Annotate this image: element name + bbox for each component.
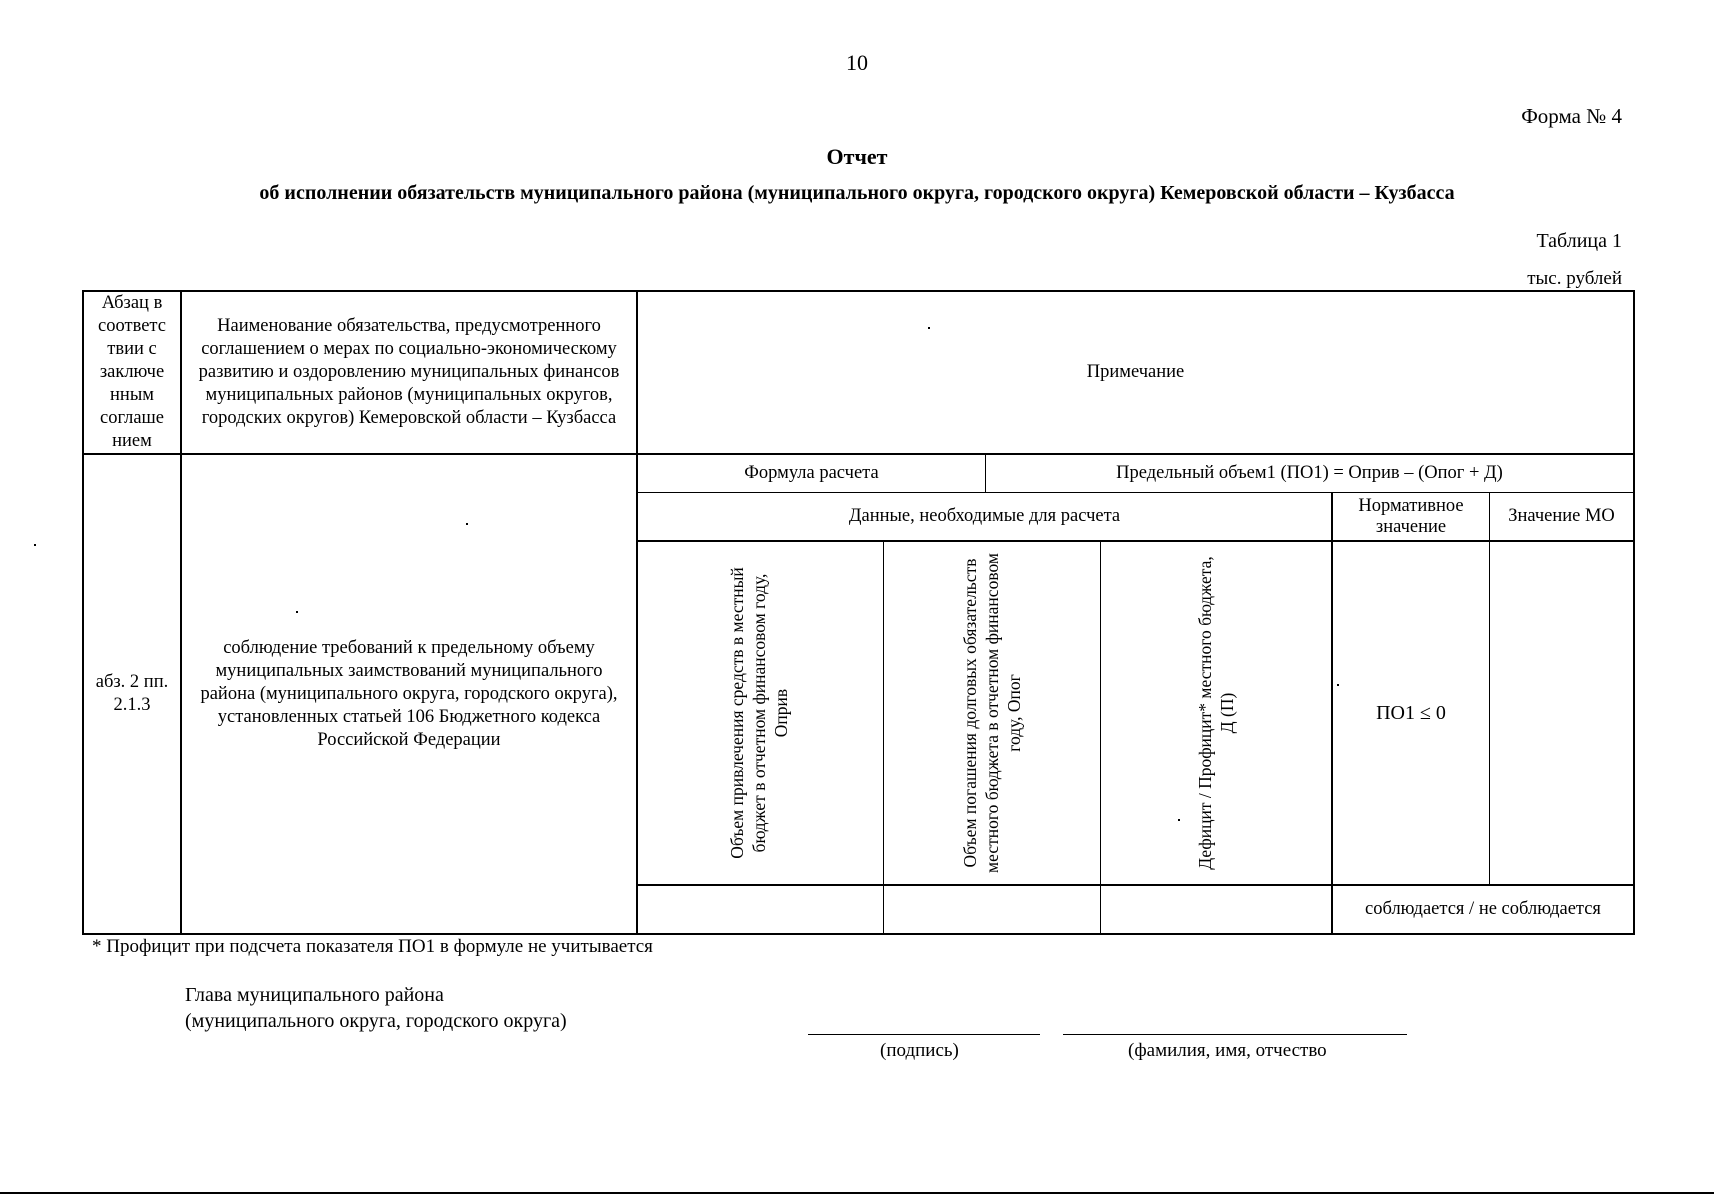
signatory-title-line1: Глава муниципального района [185,984,444,1006]
document-title: Отчет [826,144,888,169]
scan-speck [296,611,298,613]
header-paragraph: Абзац в соответс твии с заключе нным соглаше нием [98,293,166,451]
document-subtitle: об исполнении обязательств муниципального района (муниципального округа, городского округа) Кемеровской области – Кузбасса [259,182,1455,204]
scan-bottom-edge [0,1192,1714,1194]
header-obligation: Наименование обязательства, предусмотренного соглашением о мерах по социально-экономическому развитию и оздоровлению муниципальных финансов муниципальных районов (муниципальных округов, городских округов) Кемеровской области – Кузбасса [198,316,620,428]
mo-col-divider [1489,492,1490,885]
scan-speck [34,544,36,546]
row-paragraph: абз. 2 пп. 2.1.3 [95,672,169,715]
mo-value-label: Значение МО [1508,506,1615,526]
row-obligation: соблюдение требований к предельному объему муниципальных заимствований муниципального района (муниципального округа, городского округа), установленных статьей 106 Бюджетного кодекса Российской Федерации [200,637,618,750]
signatory-title-line2: (муниципального округа, городского округа) [185,1010,567,1032]
col-attract-header: Объем привлечения средств в местный бюджет в отчетном финансовом году, Оприв [727,567,791,859]
table-border-right [1633,290,1635,935]
page-number: 10 [846,50,868,75]
repay-value-cell [884,886,1100,933]
col-deficit-header: Дефицит / Профицит* местного бюджета, Д (П) [1195,556,1237,870]
table-number: Таблица 1 [1536,230,1622,252]
signature-label: (подпись) [880,1040,959,1061]
formula-label: Формула расчета [744,463,879,483]
deficit-value-cell [1101,886,1331,933]
header-note: Примечание [1086,362,1185,382]
formula-value: Предельный объем1 (ПО1) = Оприв – (Опог + Д) [1116,463,1503,483]
table-border-bottom [82,933,1635,935]
name-label: (фамилия, имя, отчество [1128,1040,1327,1061]
col-repay-header: Объем погашения долговых обязательств местного бюджета в отчетном финансовом году, Опог [960,553,1024,873]
units-label: тыс. рублей [1527,268,1622,289]
signature-line [808,1034,1040,1035]
data-col-divider-1 [883,540,884,935]
data-col-divider-2 [1100,540,1101,935]
form-number: Форма № 4 [1521,104,1622,128]
scan-speck [466,523,468,525]
data-label: Данные, необходимые для расчета [848,506,1121,526]
name-line [1063,1034,1407,1035]
normative-value: ПО1 ≤ 0 [1376,701,1446,724]
compliance-value: соблюдается / не соблюдается [1365,899,1601,919]
scan-speck [928,327,930,329]
scan-speck [1337,684,1339,686]
attract-value-cell [638,886,883,933]
footnote: * Профицит при подсчета показателя ПО1 в формуле не учитывается [92,936,653,957]
scan-speck [1178,819,1180,821]
normative-label: Нормативное значение [1358,495,1464,537]
